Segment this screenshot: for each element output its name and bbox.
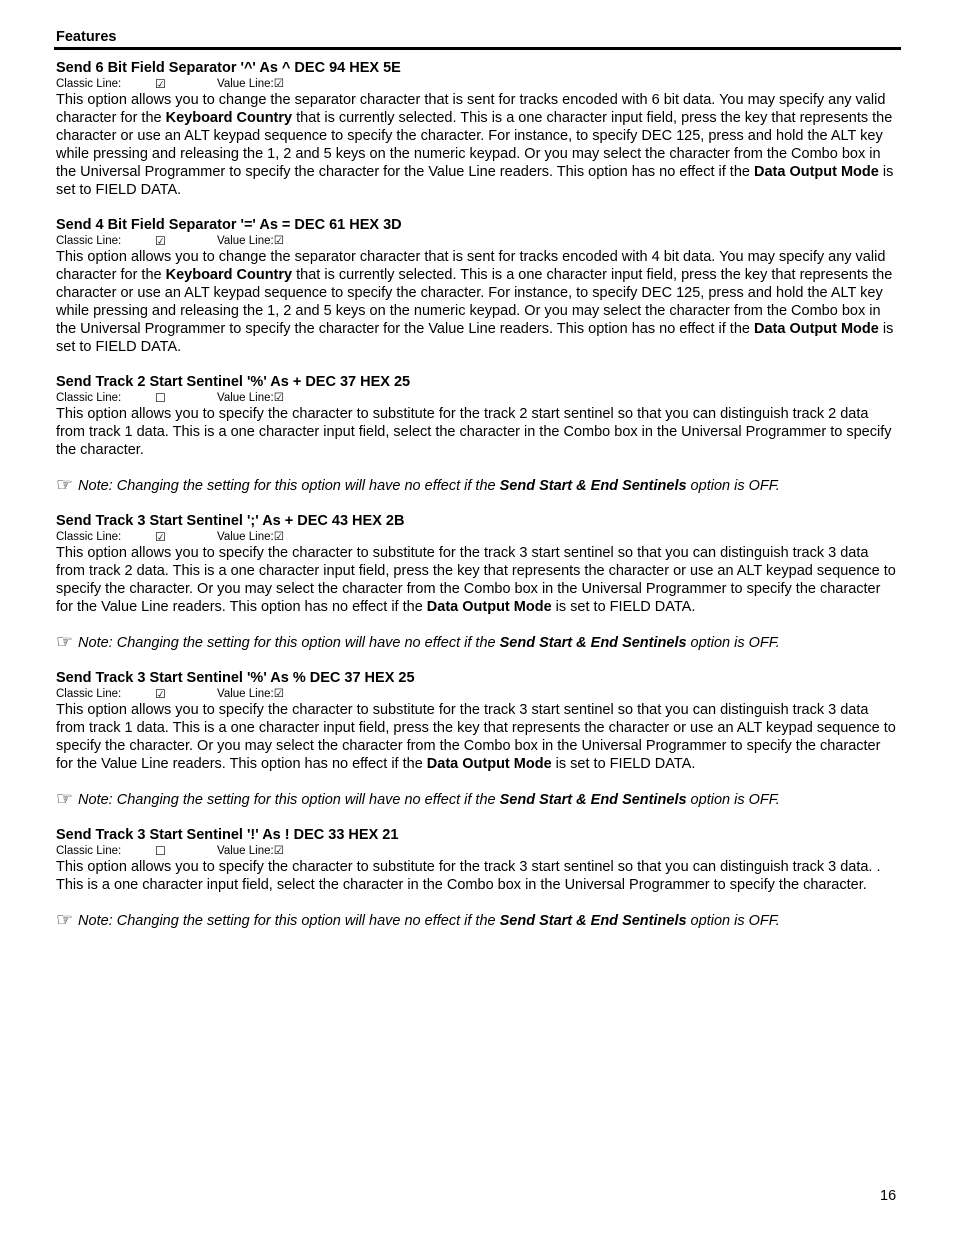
feature-description — [56, 858, 900, 894]
bold-term: Send Start & End Sentinels — [499, 913, 687, 929]
bold-term: Data Output Mode — [753, 164, 879, 180]
feature-title: Send Track 3 Start Sentinel '%' As % DEC 37 HEX 25 — [56, 670, 415, 686]
checked-box-icon: ☑ — [155, 530, 166, 544]
value-line-text: Value Line: — [217, 845, 274, 857]
checked-box-icon: ☑ — [273, 235, 285, 247]
value-line-label — [217, 77, 284, 91]
text-run: is set to FIELD DATA. — [56, 164, 894, 198]
bold-term: Data Output Mode — [426, 599, 552, 615]
classic-line-label: Classic Line: — [56, 78, 122, 90]
note-paragraph — [56, 634, 900, 652]
feature-title: Send 6 Bit Field Separator '^' As ^ DEC 94 HEX 5E — [56, 60, 401, 76]
text-run: is set to FIELD DATA. — [551, 599, 696, 615]
feature-section — [56, 826, 900, 930]
note-paragraph — [56, 477, 900, 495]
text-run: option is OFF. — [686, 792, 780, 808]
feature-description — [56, 91, 900, 199]
empty-box-icon: ☐ — [155, 391, 166, 405]
text-run: Note: Changing the setting for this option will have no effect if the — [78, 913, 500, 929]
text-run: is set to FIELD DATA. — [551, 756, 696, 772]
feature-section — [56, 373, 900, 495]
text-run: This option allows you to specify the character to substitute for the track 3 start sentinel so that you can distinguish track 3 data from track 2 data. This is a one character input field, press the key that represents the character or use an ALT keypad sequence to specify the character. Or you may select the character from the Combo box in the Universal Programmer to specify the character for the Value Line readers. This option has no effect if the — [56, 545, 896, 615]
feature-list — [56, 59, 900, 930]
document-page — [56, 28, 900, 930]
value-line-label — [217, 234, 284, 248]
page-number: 16 — [880, 1188, 897, 1204]
bold-term: Data Output Mode — [753, 321, 879, 337]
text-run: that is currently selected. This is a one character input field, press the key that represents the character or use an ALT keypad sequence to specify the character. For instance, to specify DEC 125, press and hold the ALT key while pressing and releasing the 1, 2 and 5 keys on the numeric keypad. Or you may select the character from the Combo box in the Universal Programmer to specify the character for the Value Line readers. This option has no effect if the — [56, 110, 893, 180]
text-run: This option allows you to change the separator character that is sent for tracks encoded with 6 bit data. You may specify any valid character for the — [56, 92, 886, 126]
feature-flags — [56, 234, 900, 248]
feature-description — [56, 248, 900, 356]
text-run: This option allows you to specify the character to substitute for the track 3 start sentinel so that you can distinguish track 3 data. . This is a one character input field, select the character in the Combo box in the Universal Programmer to specify the character. — [56, 859, 881, 893]
checked-box-icon: ☑ — [155, 687, 166, 701]
pointing-hand-icon: ☞ — [56, 632, 74, 653]
value-line-text: Value Line: — [217, 235, 274, 247]
value-line-text: Value Line: — [217, 392, 274, 404]
feature-section — [56, 59, 900, 199]
feature-description — [56, 405, 900, 459]
text-run: option is OFF. — [686, 635, 780, 651]
classic-line-label: Classic Line: — [56, 392, 122, 404]
text-run: option is OFF. — [686, 913, 780, 929]
bold-term: Data Output Mode — [426, 756, 552, 772]
pointing-hand-icon: ☞ — [56, 789, 74, 810]
feature-flags — [56, 77, 900, 91]
checked-box-icon: ☑ — [273, 688, 285, 700]
feature-flags — [56, 530, 900, 544]
classic-line-label: Classic Line: — [56, 235, 122, 247]
text-run: that is currently selected. This is a one character input field, press the key that represents the character or use an ALT keypad sequence to specify the character. For instance, to specify DEC 125, press and hold the ALT key while pressing and releasing the 1, 2 and 5 keys on the numeric keypad. Or you may select the character from the Combo box in the Universal Programmer to specify the character for the Value Line readers. This option has no effect if the — [56, 267, 893, 337]
value-line-text: Value Line: — [217, 531, 274, 543]
section-header: Features — [56, 29, 117, 45]
bold-term: Send Start & End Sentinels — [499, 635, 687, 651]
feature-title: Send Track 3 Start Sentinel ';' As + DEC 43 HEX 2B — [56, 513, 405, 529]
bold-term: Keyboard Country — [165, 110, 293, 126]
value-line-label — [217, 844, 284, 858]
feature-flags — [56, 844, 900, 858]
classic-line-label: Classic Line: — [56, 688, 122, 700]
value-line-text: Value Line: — [217, 78, 274, 90]
bold-term: Send Start & End Sentinels — [499, 478, 687, 494]
feature-section — [56, 669, 900, 809]
text-run: This option allows you to specify the character to substitute for the track 3 start sentinel so that you can distinguish track 3 data from track 1 data. This is a one character input field, press the key that represents the character or use an ALT keypad sequence to specify the character. Or you may select the character from the Combo box in the Universal Programmer to specify the character for the Value Line readers. This option has no effect if the — [56, 702, 896, 772]
checked-box-icon: ☑ — [273, 845, 285, 857]
text-run: This option allows you to change the separator character that is sent for tracks encoded with 4 bit data. You may specify any valid character for the — [56, 249, 886, 283]
feature-flags — [56, 391, 900, 405]
text-run: Note: Changing the setting for this option will have no effect if the — [78, 635, 500, 651]
header-rule — [54, 47, 901, 50]
text-run: option is OFF. — [686, 478, 780, 494]
checked-box-icon: ☑ — [273, 78, 285, 90]
pointing-hand-icon: ☞ — [56, 910, 74, 931]
classic-line-label: Classic Line: — [56, 845, 122, 857]
bold-term: Keyboard Country — [165, 267, 293, 283]
checked-box-icon: ☑ — [273, 392, 285, 404]
bold-term: Send Start & End Sentinels — [499, 792, 687, 808]
classic-line-label: Classic Line: — [56, 531, 122, 543]
note-paragraph — [56, 912, 900, 930]
feature-section — [56, 216, 900, 356]
checked-box-icon: ☑ — [155, 77, 166, 91]
feature-description — [56, 544, 900, 616]
value-line-text: Value Line: — [217, 688, 274, 700]
checked-box-icon: ☑ — [273, 531, 285, 543]
value-line-label — [217, 687, 284, 701]
value-line-label — [217, 391, 284, 405]
text-run: Note: Changing the setting for this option will have no effect if the — [78, 478, 500, 494]
feature-title: Send Track 2 Start Sentinel '%' As + DEC 37 HEX 25 — [56, 374, 411, 390]
feature-flags — [56, 687, 900, 701]
empty-box-icon: ☐ — [155, 844, 166, 858]
value-line-label — [217, 530, 284, 544]
text-run: This option allows you to specify the character to substitute for the track 2 start sentinel so that you can distinguish track 2 data from track 1 data. This is a one character input field, select the character in the Combo box in the Universal Programmer to specify the character. — [56, 406, 892, 458]
pointing-hand-icon: ☞ — [56, 475, 74, 496]
note-paragraph — [56, 791, 900, 809]
text-run: Note: Changing the setting for this option will have no effect if the — [78, 792, 500, 808]
text-run: is set to FIELD DATA. — [56, 321, 894, 355]
checked-box-icon: ☑ — [155, 234, 166, 248]
feature-title: Send Track 3 Start Sentinel '!' As ! DEC 33 HEX 21 — [56, 827, 399, 843]
feature-section — [56, 512, 900, 652]
feature-title: Send 4 Bit Field Separator '=' As = DEC 61 HEX 3D — [56, 217, 402, 233]
feature-description — [56, 701, 900, 773]
